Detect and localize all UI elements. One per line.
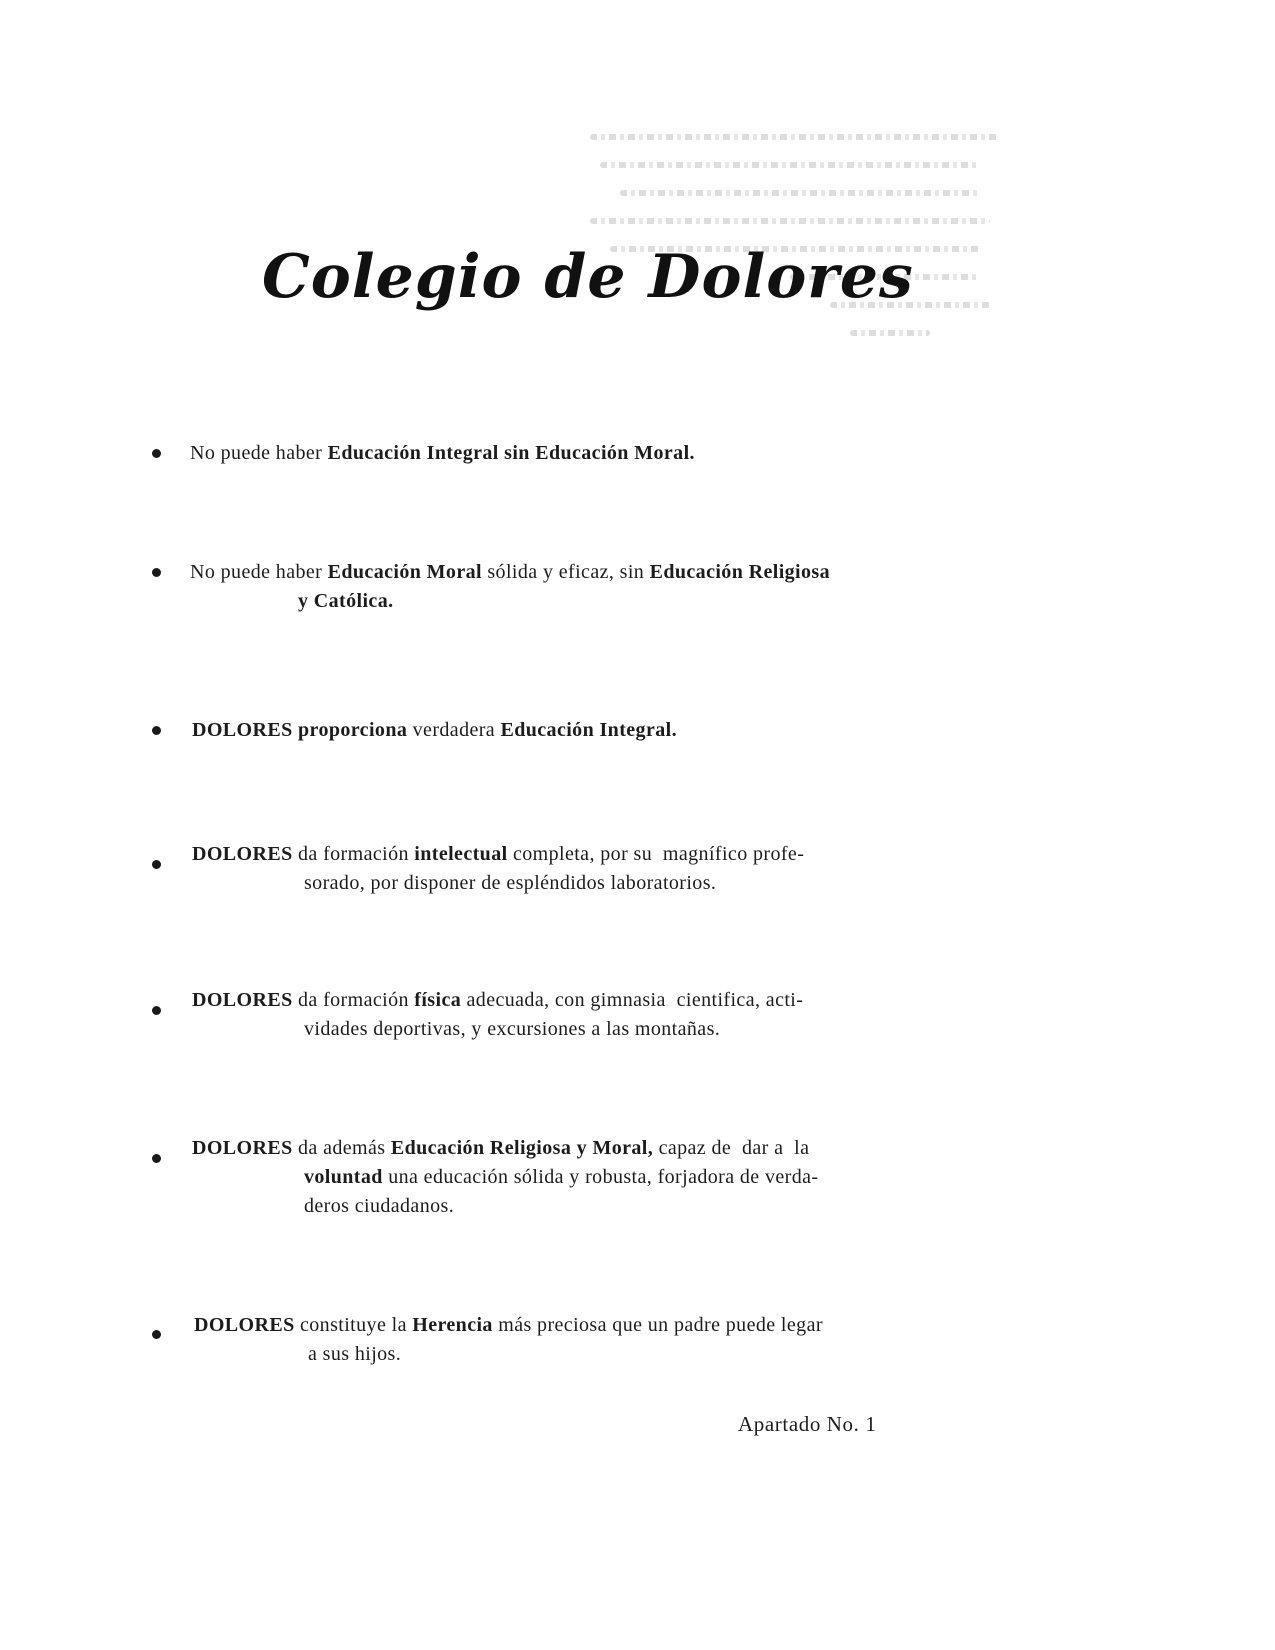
- bullet-icon: [152, 726, 161, 735]
- list-item-text: No puede haber Educación Moral sólida y eficaz, sin Educación Religiosa y Católica.: [190, 561, 831, 612]
- bullet-icon: [152, 1006, 161, 1015]
- bullet-icon: [152, 1330, 161, 1339]
- list-item-text: DOLORES da además Educación Religiosa y Moral, capaz de dar a la voluntad una educación sólida y robusta, forjadora de verda- deros ciudadanos.: [192, 1137, 819, 1217]
- mailing-address: Apartado No. 1: [738, 1412, 877, 1436]
- bullet-icon: [152, 568, 161, 577]
- list-item-text: No puede haber Educación Integral sin Educación Moral.: [190, 442, 695, 464]
- list-item-text: DOLORES da formación física adecuada, con gimnasia cientifica, acti- vidades deportivas, y excursiones a las montañas.: [192, 989, 804, 1040]
- list-item-text: DOLORES constituye la Herencia más preciosa que un padre puede legar a sus hijos.: [194, 1314, 823, 1365]
- bullet-icon: [152, 860, 161, 869]
- list-item-text: DOLORES da formación intelectual completa, por su magnífico profe- sorado, por disponer de espléndidos laboratorios.: [192, 843, 805, 894]
- list-item-text: DOLORES proporciona verdadera Educación Integral.: [192, 719, 677, 741]
- bullet-icon: [152, 1154, 161, 1163]
- page-title: Colegio de Dolores: [262, 242, 914, 312]
- bullet-icon: [152, 449, 161, 458]
